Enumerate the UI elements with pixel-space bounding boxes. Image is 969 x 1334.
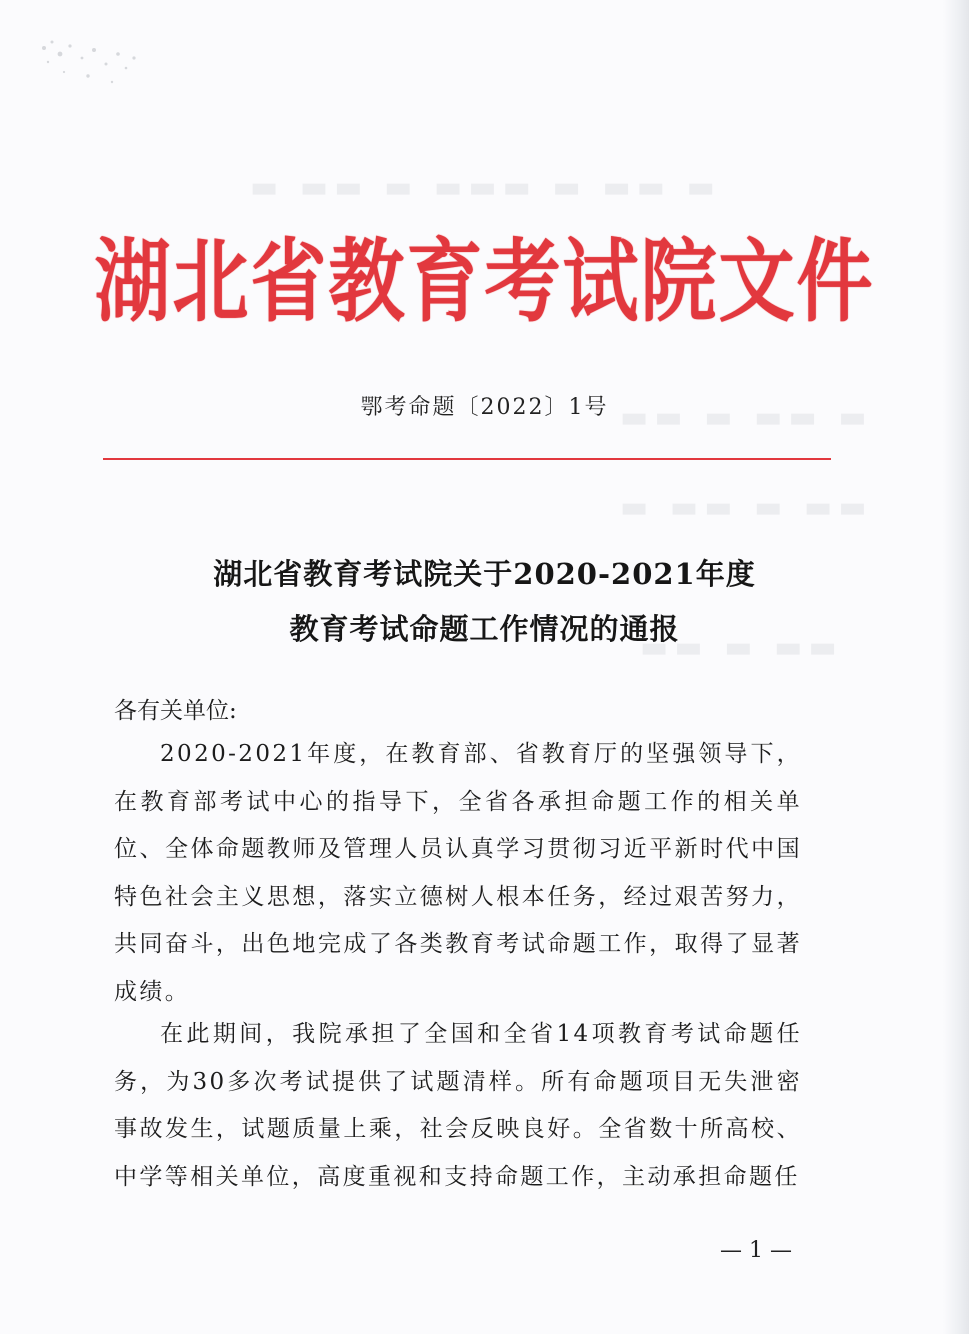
show-through-marks: ▬ ▬▬ ▬ ▬▬▬ ▬ ▬▬ ▬ [250, 170, 722, 205]
ink-smudge [30, 28, 150, 108]
masthead-text: 湖北省教育考试院文件 [94, 228, 875, 334]
show-through-marks: ▬ ▬▬ ▬ ▬▬ [620, 490, 873, 525]
show-through-marks: ▬▬ ▬ ▬▬ [640, 630, 843, 665]
scan-edge-shadow [943, 0, 969, 1334]
red-divider-line [103, 458, 831, 460]
document-title-line-2: 教育考试命题工作情况的通报 [289, 612, 680, 646]
masthead [0, 222, 969, 342]
body-paragraph: 2020-2021年度，在教育部、省教育厅的坚强领导下，在教育部考试中心的指导下，全省各承担命题工作的相关单位、全体命题教师及管理人员认真学习贯彻习近平新时代中国特色社会主义思想，落实立德树人根本任务，经过艰苦努力，共同奋斗，出色地完成了各类教育考试命题工作，取得了显著成绩。 [114, 741, 802, 1005]
document-title-line-1: 湖北省教育考试院关于2020-2021年度 [213, 557, 756, 591]
show-through-marks: ▬▬ ▬ ▬▬ ▬ [620, 400, 873, 435]
page-number: — 1 — [720, 1238, 792, 1263]
document-number: 鄂考命题〔2022〕1号 [360, 395, 609, 420]
addressee: 各有关单位: [114, 698, 237, 724]
body-paragraph: 在此期间，我院承担了全国和全省14项教育考试命题任务，为30多次考试提供了试题清样。所有命题项目无失泄密事故发生，试题质量上乘，社会反映良好。全省数十所高校、中学等相关单位，高度重视和支持命题工作，主动承担命题任 [114, 1021, 802, 1190]
